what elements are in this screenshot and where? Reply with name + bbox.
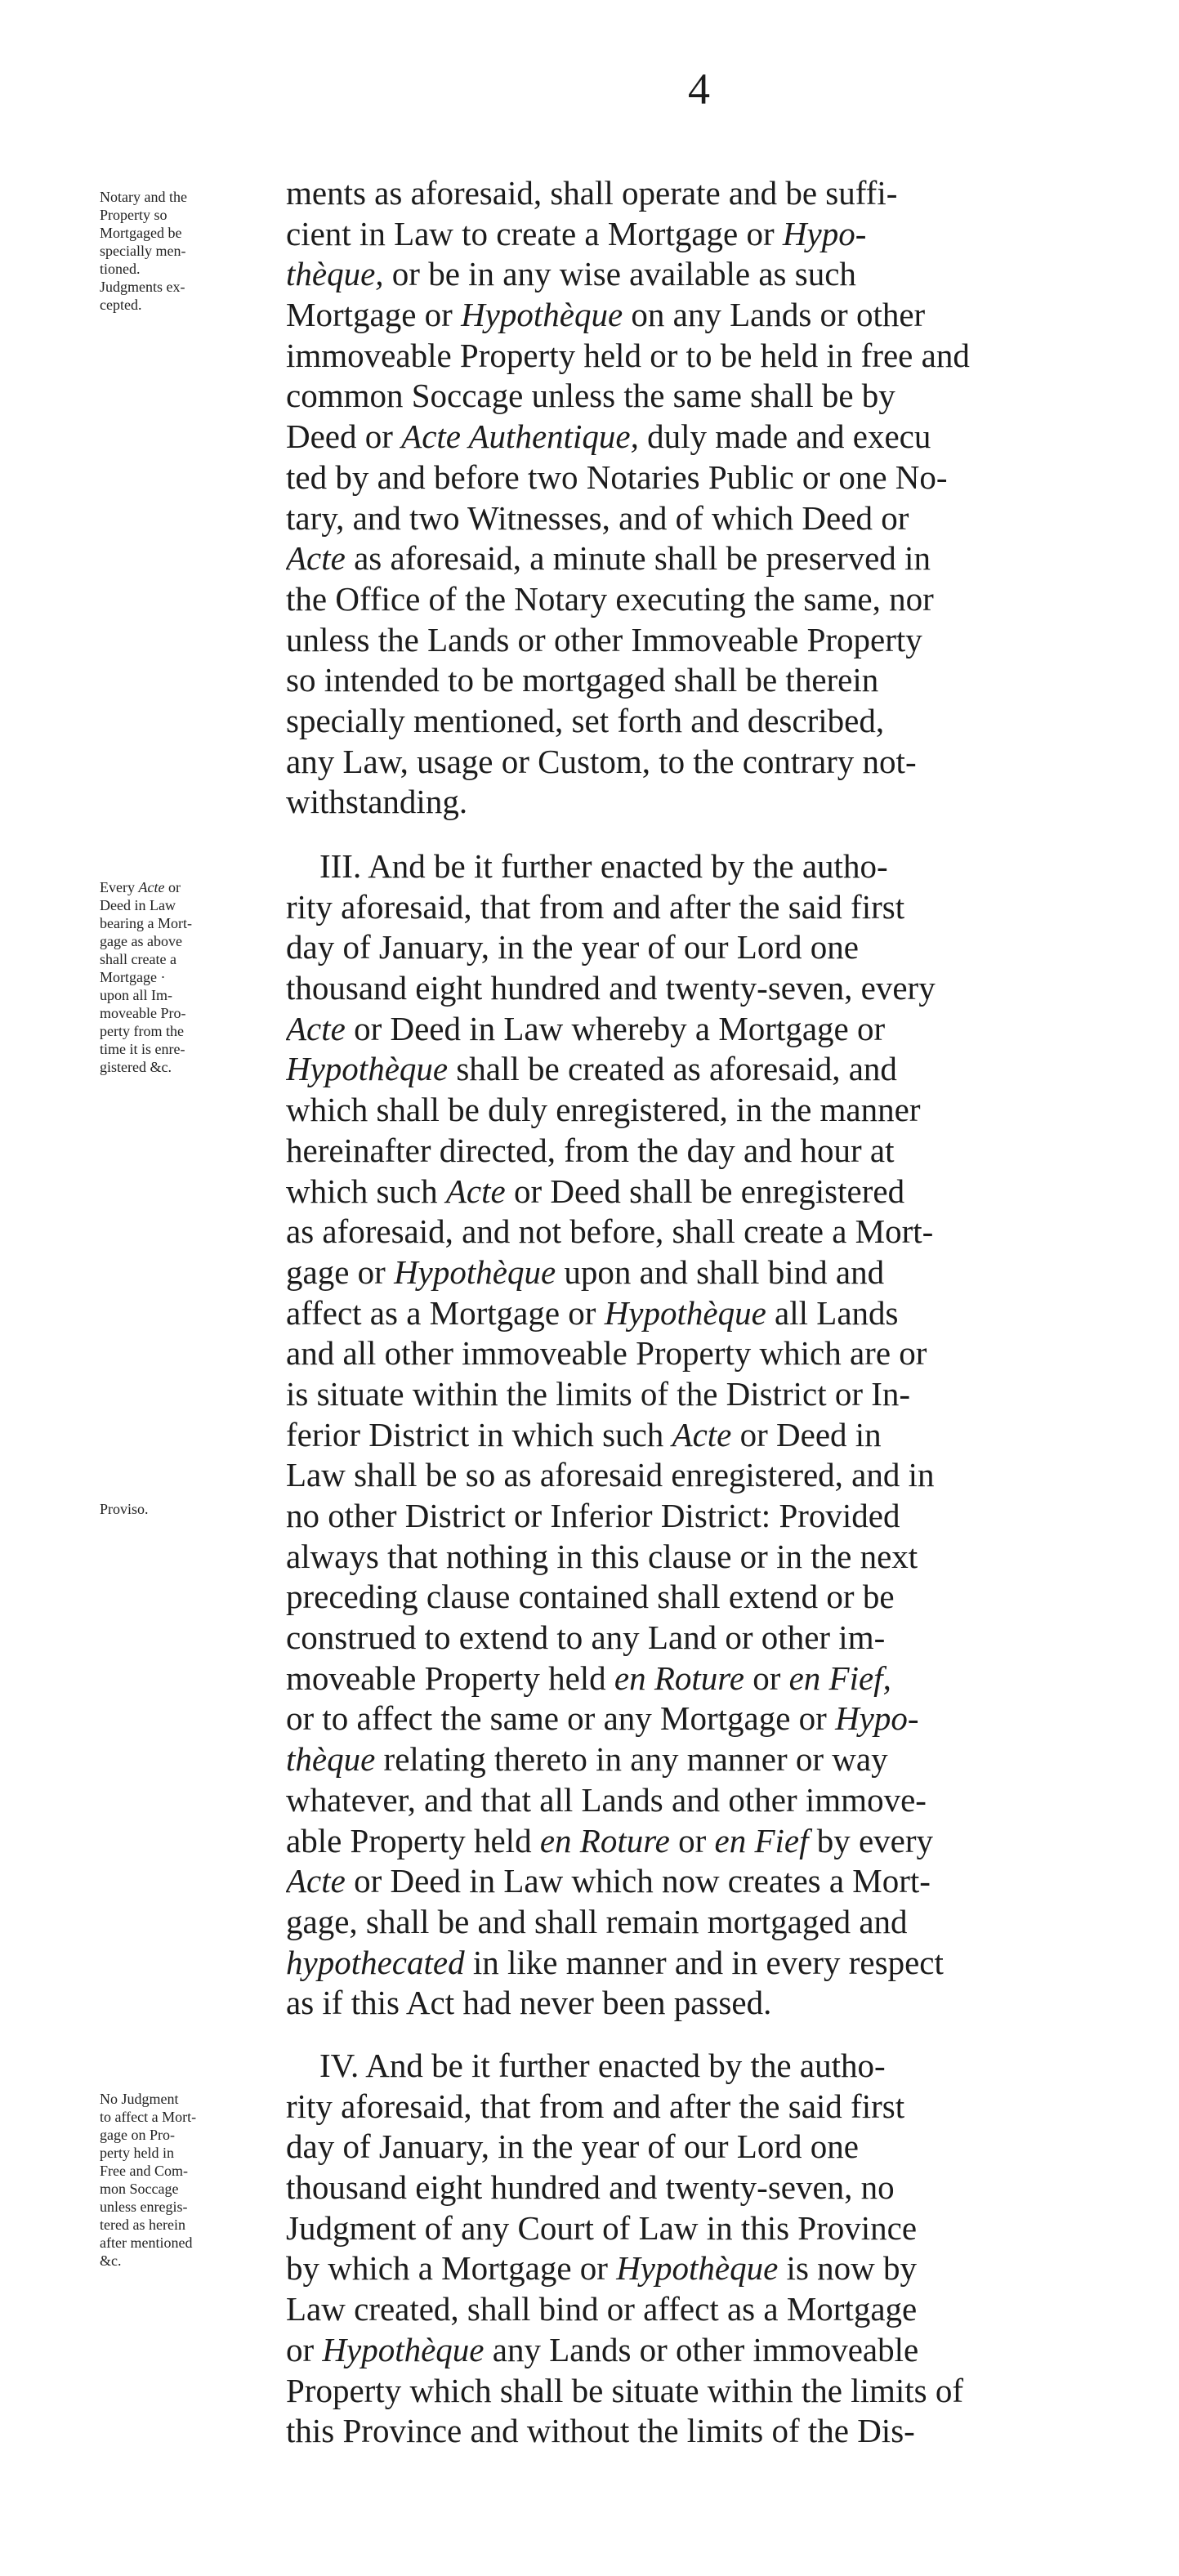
italic-run: Hypothèque — [394, 1252, 556, 1291]
text-line — [286, 2330, 1095, 2371]
text-run: any Law, usage or Custom, to the contrary not- — [286, 742, 917, 780]
text-run: the Office of the Notary executing the same, nor — [286, 579, 934, 618]
text-run: and all other immoveable Property which are or — [286, 1334, 927, 1373]
text-run: as if this Act had never been passed. — [286, 1984, 772, 2022]
side-note-line: Free and Com- — [100, 2163, 188, 2179]
text-run: preceding clause contained shall extend or be — [286, 1578, 895, 1616]
text-run: Deed or — [286, 417, 402, 456]
italic-run: Acte — [286, 539, 346, 578]
text-line — [286, 1739, 1095, 1780]
text-run: thousand eight hundred and twenty-seven, no — [286, 2168, 895, 2207]
text-run: Law created, shall bind or affect as a Mortgage — [286, 2290, 918, 2328]
text-line — [286, 498, 1095, 539]
text-line — [286, 1577, 1095, 1618]
text-run: gage, shall be and shall remain mortgaged and — [286, 1902, 908, 1940]
text-run: cient in Law to create a Mortgage or — [286, 214, 783, 252]
text-run: no other District or Inferior District: Provided — [286, 1497, 900, 1534]
italic-run: Hypothèque — [616, 2249, 779, 2288]
text-run: which shall be duly enregistered, in the manner — [286, 1091, 921, 1129]
italic-run: thèque — [286, 1740, 376, 1779]
text-run: ments as aforesaid, shall operate and be suffi- — [286, 174, 898, 212]
text-run: by every — [808, 1821, 934, 1859]
text-line — [286, 1821, 1095, 1862]
text-run: as aforesaid, and not before, shall create a Mort- — [286, 1212, 934, 1251]
side-note-line: &c. — [100, 2252, 122, 2269]
text-line — [286, 2168, 1095, 2208]
italic-run: en Fief, — [788, 1659, 891, 1697]
text-line — [286, 1455, 1095, 1496]
text-line — [286, 1415, 1095, 1456]
text-line — [286, 968, 1095, 1009]
text-line — [286, 579, 1095, 620]
text-line — [286, 1699, 1095, 1739]
text-run: ferior District in which such — [286, 1415, 672, 1453]
text-run: this Province and without the limits of the Dis- — [286, 2412, 915, 2450]
text-line — [286, 2289, 1095, 2330]
text-run: perty from the — [100, 1023, 184, 1039]
text-run: or Deed in Law whereby a Mortgage or — [345, 1009, 886, 1047]
text-run: common Soccage unless the same shall be by — [286, 377, 895, 415]
text-run: or — [669, 1821, 715, 1859]
text-line — [286, 2411, 1095, 2452]
text-run: Every — [100, 879, 139, 895]
text-run: construed to extend to any Land or other im- — [286, 1618, 886, 1657]
text-run: or — [164, 879, 181, 895]
side-note-line — [100, 1040, 279, 1058]
text-line — [286, 1780, 1095, 1821]
text-line — [286, 927, 1095, 968]
text-run: upon all Im- — [100, 987, 172, 1003]
side-note-line: tered as herein — [100, 2217, 185, 2233]
side-note-line: perty held in — [100, 2145, 174, 2161]
italic-run: Acte — [445, 1172, 506, 1210]
side-note-line — [100, 1022, 279, 1040]
text-line — [286, 1537, 1095, 1578]
text-run: as aforesaid, a minute shall be preserved in — [345, 539, 931, 578]
text-run: specially mentioned, set forth and described, — [286, 701, 885, 739]
text-run: so intended to be mortgaged shall be therein — [286, 661, 879, 699]
text-run: able Property held — [286, 1821, 540, 1859]
text-run: Law shall be so as aforesaid enregistered, and in — [286, 1456, 935, 1494]
text-line — [286, 214, 1095, 255]
text-run: whatever, and that all Lands and other immove- — [286, 1780, 927, 1819]
text-line — [286, 1496, 1095, 1537]
side-note-line — [100, 878, 279, 896]
side-note-line — [100, 986, 279, 1004]
text-line — [286, 1009, 1095, 1050]
text-run: hereinafter directed, from the day and hour at — [286, 1131, 895, 1169]
text-run: or be in any wise available as such — [383, 255, 856, 293]
italic-run: thèque, — [286, 255, 384, 293]
text-run: time it is enre- — [100, 1041, 185, 1057]
text-run: moveable Property held — [286, 1659, 614, 1697]
text-line — [286, 1983, 1095, 2024]
side-note-line — [100, 914, 279, 932]
side-note-proviso — [100, 1500, 279, 1518]
text-run: affect as a Mortgage or — [286, 1293, 605, 1332]
text-line — [286, 620, 1095, 661]
text-run: which such — [286, 1172, 446, 1210]
text-run: moveable Pro- — [100, 1005, 186, 1021]
italic-run: Acte — [672, 1415, 732, 1453]
text-run: upon and shall bind and — [556, 1252, 885, 1291]
text-line — [286, 1374, 1095, 1415]
text-line — [286, 2208, 1095, 2249]
italic-run: Acte — [286, 1009, 346, 1047]
text-line — [286, 2127, 1095, 2168]
side-note-line: unless enregis- — [100, 2199, 188, 2215]
text-run: Property which shall be situate within the limits of — [286, 2371, 963, 2409]
text-run: thousand eight hundred and twenty-seven, every — [286, 969, 936, 1007]
text-run: or to affect the same or any Mortgage or — [286, 1699, 836, 1738]
side-note-line: Proviso. — [100, 1501, 149, 1517]
text-line — [286, 538, 1095, 579]
italic-run: Hypothèque — [322, 2330, 485, 2368]
text-line — [286, 846, 1095, 887]
text-line — [286, 701, 1095, 742]
text-line — [286, 1172, 1095, 1212]
text-line — [286, 376, 1095, 417]
text-run: immoveable Property held or to be held in free and — [286, 336, 970, 374]
italic-run: en Roture — [614, 1659, 744, 1697]
side-note-line — [100, 968, 279, 986]
text-line — [286, 1333, 1095, 1374]
text-run: ted by and before two Notaries Public or one No- — [286, 458, 948, 496]
text-line — [286, 1252, 1095, 1293]
text-line — [286, 742, 1095, 783]
text-run: or Deed shall be enregistered — [505, 1172, 905, 1210]
text-line — [286, 295, 1095, 336]
text-line — [286, 336, 1095, 377]
text-run: or — [286, 2330, 323, 2368]
text-line — [286, 2248, 1095, 2289]
italic-run: en Roture — [539, 1821, 670, 1859]
text-line — [286, 1618, 1095, 1659]
side-note-line: Mortgaged be — [100, 225, 182, 241]
side-note-judgment — [100, 2090, 279, 2270]
text-line — [286, 1049, 1095, 1090]
text-line — [286, 1293, 1095, 1334]
side-note-line: Property so — [100, 207, 167, 223]
side-note-line — [100, 1004, 279, 1022]
text-run: tary, and two Witnesses, and of which Deed or — [286, 498, 909, 537]
text-line — [286, 887, 1095, 928]
text-run: withstanding. — [286, 783, 468, 821]
text-run: is now by — [778, 2249, 918, 2288]
text-run: shall be created as aforesaid, and — [448, 1050, 897, 1088]
side-note-line: Notary and the — [100, 189, 187, 205]
text-run: day of January, in the year of our Lord one — [286, 2127, 859, 2166]
text-line — [286, 1943, 1095, 1984]
side-note-line: cepted. — [100, 297, 142, 313]
text-run: or — [744, 1659, 789, 1697]
text-run: bearing a Mort- — [100, 915, 192, 931]
text-run: shall create a — [100, 951, 176, 967]
section-iv — [286, 2046, 1095, 2452]
text-line — [286, 1659, 1095, 1699]
text-run: any Lands or other immoveable — [484, 2330, 919, 2368]
page-number: 4 — [688, 65, 710, 114]
italic-run: Acte Authentique, — [401, 417, 639, 456]
text-run: always that nothing in this clause or in the next — [286, 1537, 918, 1575]
text-run: III. And be it further enacted by the autho- — [286, 847, 888, 885]
text-run: gage as above — [100, 933, 182, 949]
side-note-acte-mortgage — [100, 878, 279, 1076]
text-run: all Lands — [766, 1293, 899, 1332]
text-line — [286, 1090, 1095, 1131]
text-run: unless the Lands or other Immoveable Property — [286, 620, 922, 659]
text-line — [286, 173, 1095, 214]
italic-run: Hypothèque — [604, 1293, 766, 1332]
side-note-line: after mentioned — [100, 2234, 193, 2251]
text-run: on any Lands or other — [623, 296, 926, 334]
italic-run: Hypothèque — [461, 296, 623, 334]
text-line — [286, 1861, 1095, 1902]
text-run: is situate within the limits of the District or In- — [286, 1374, 911, 1413]
text-line — [286, 1131, 1095, 1172]
text-run: day of January, in the year of our Lord one — [286, 928, 859, 967]
text-line — [286, 254, 1095, 295]
side-note-line: Judgments ex- — [100, 279, 185, 295]
text-line — [286, 1902, 1095, 1943]
text-run: or Deed in Law which now creates a Mort- — [345, 1862, 931, 1900]
text-run: rity aforesaid, that from and after the said first — [286, 887, 905, 926]
section-iii — [286, 846, 1095, 2024]
italic-run: Acte — [138, 879, 165, 895]
side-note-line: gage on Pro- — [100, 2127, 175, 2143]
text-run: Judgment of any Court of Law in this Province — [286, 2208, 918, 2247]
text-run: Deed in Law — [100, 897, 176, 913]
text-run: or Deed in — [731, 1415, 882, 1453]
section-continuation — [286, 173, 1095, 823]
text-line — [286, 458, 1095, 498]
italic-run: Hypo- — [782, 214, 867, 252]
side-note-line: No Judgment — [100, 2091, 179, 2107]
side-note-line — [100, 932, 279, 950]
text-run: by which a Mortgage or — [286, 2249, 617, 2288]
text-line — [286, 2087, 1095, 2127]
text-run: rity aforesaid, that from and after the said first — [286, 2087, 905, 2125]
italic-run: Hypo- — [835, 1699, 919, 1738]
side-note-line: specially men- — [100, 243, 186, 259]
side-note-line — [100, 896, 279, 914]
text-run: Mortgage or — [286, 296, 462, 334]
italic-run: hypothecated — [286, 1943, 465, 1981]
italic-run: Acte — [286, 1862, 346, 1900]
side-note-notary — [100, 188, 279, 314]
text-line — [286, 2371, 1095, 2412]
text-run: IV. And be it further enacted by the autho- — [286, 2047, 886, 2084]
italic-run: Hypothèque — [286, 1050, 449, 1088]
text-line — [286, 2046, 1095, 2087]
text-line — [286, 660, 1095, 701]
text-line — [286, 1212, 1095, 1252]
text-run: gage or — [286, 1252, 395, 1291]
text-run: duly made and execu — [638, 417, 931, 456]
text-run: gistered &c. — [100, 1059, 172, 1075]
text-run: relating thereto in any manner or way — [375, 1740, 888, 1779]
side-note-line — [100, 1058, 279, 1076]
text-line — [286, 417, 1095, 458]
side-note-line — [100, 950, 279, 968]
text-run: in like manner and in every respect — [464, 1943, 944, 1981]
italic-run: en Fief — [714, 1821, 809, 1859]
side-note-line: tioned. — [100, 261, 141, 277]
side-note-line: to affect a Mort- — [100, 2109, 197, 2125]
side-note-line: mon Soccage — [100, 2181, 179, 2197]
text-run: Mortgage · — [100, 969, 166, 985]
text-line — [286, 782, 1095, 823]
